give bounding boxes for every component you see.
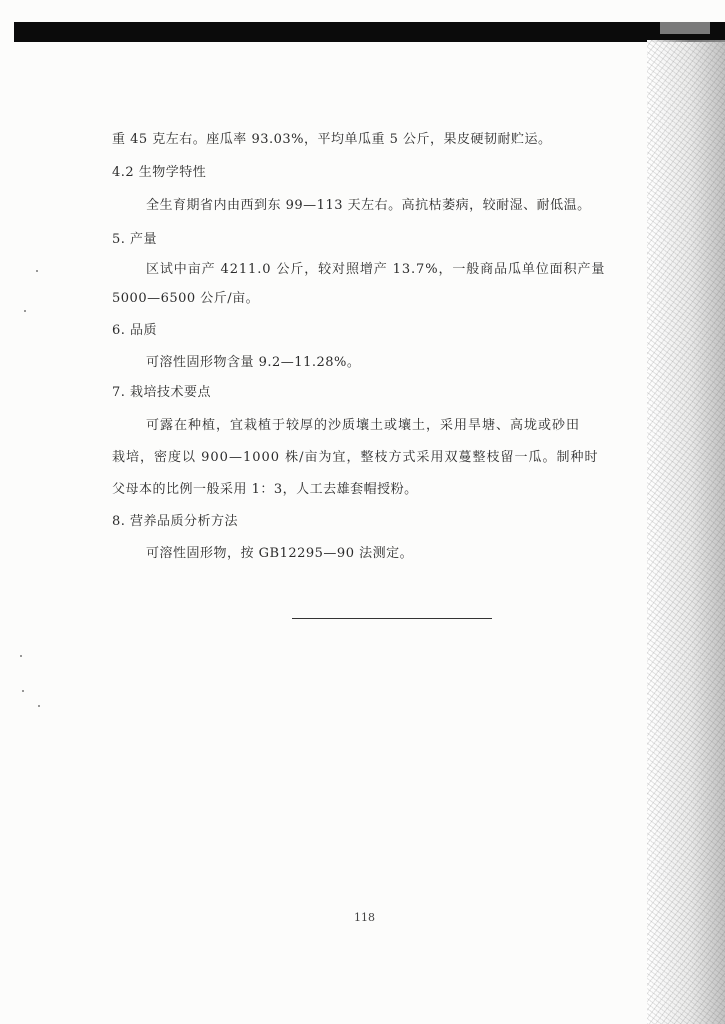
section-end-rule	[292, 618, 492, 619]
scan-speck	[38, 705, 40, 707]
body-text-line: 可溶性固形物含量 9.2—11.28%。	[146, 355, 361, 370]
body-text-line: 全生育期省内由西到东 99—113 天左右。高抗枯萎病，较耐湿、耐低温。	[146, 198, 591, 213]
scan-edge-shadow	[647, 40, 725, 1024]
section-heading-biological-traits: 4.2 生物学特性	[112, 165, 207, 180]
scan-speck	[20, 655, 22, 657]
section-heading-quality: 6. 品质	[112, 323, 158, 338]
section-heading-yield: 5. 产量	[112, 232, 158, 247]
body-text-line: 重 45 克左右。座瓜率 93.03%，平均单瓜重 5 公斤，果皮硬韧耐贮运。	[112, 132, 552, 147]
scan-top-border	[14, 22, 725, 42]
body-text-line: 可露在种植，宜栽植于较厚的沙质壤土或壤土，采用旱塘、高垅或砂田	[146, 418, 581, 433]
body-text-line: 父母本的比例一般采用 1：3，人工去雄套帽授粉。	[112, 482, 418, 497]
section-heading-cultivation: 7. 栽培技术要点	[112, 385, 212, 400]
section-heading-analysis-method: 8. 营养品质分析方法	[112, 514, 239, 529]
body-text-line: 可溶性固形物，按 GB12295—90 法测定。	[146, 546, 414, 561]
page-number: 118	[354, 911, 375, 924]
body-text-line: 区试中亩产 4211.0 公斤，较对照增产 13.7%，一般商品瓜单位面积产量	[146, 262, 606, 277]
body-text-line: 栽培，密度以 900—1000 株/亩为宜，整枝方式采用双蔓整枝留一瓜。制种时	[112, 450, 599, 465]
scan-top-border-fade	[660, 22, 710, 34]
body-text-line: 5000—6500 公斤/亩。	[112, 291, 260, 306]
scan-speck	[22, 690, 24, 692]
scan-speck	[24, 310, 26, 312]
scan-speck	[36, 270, 38, 272]
